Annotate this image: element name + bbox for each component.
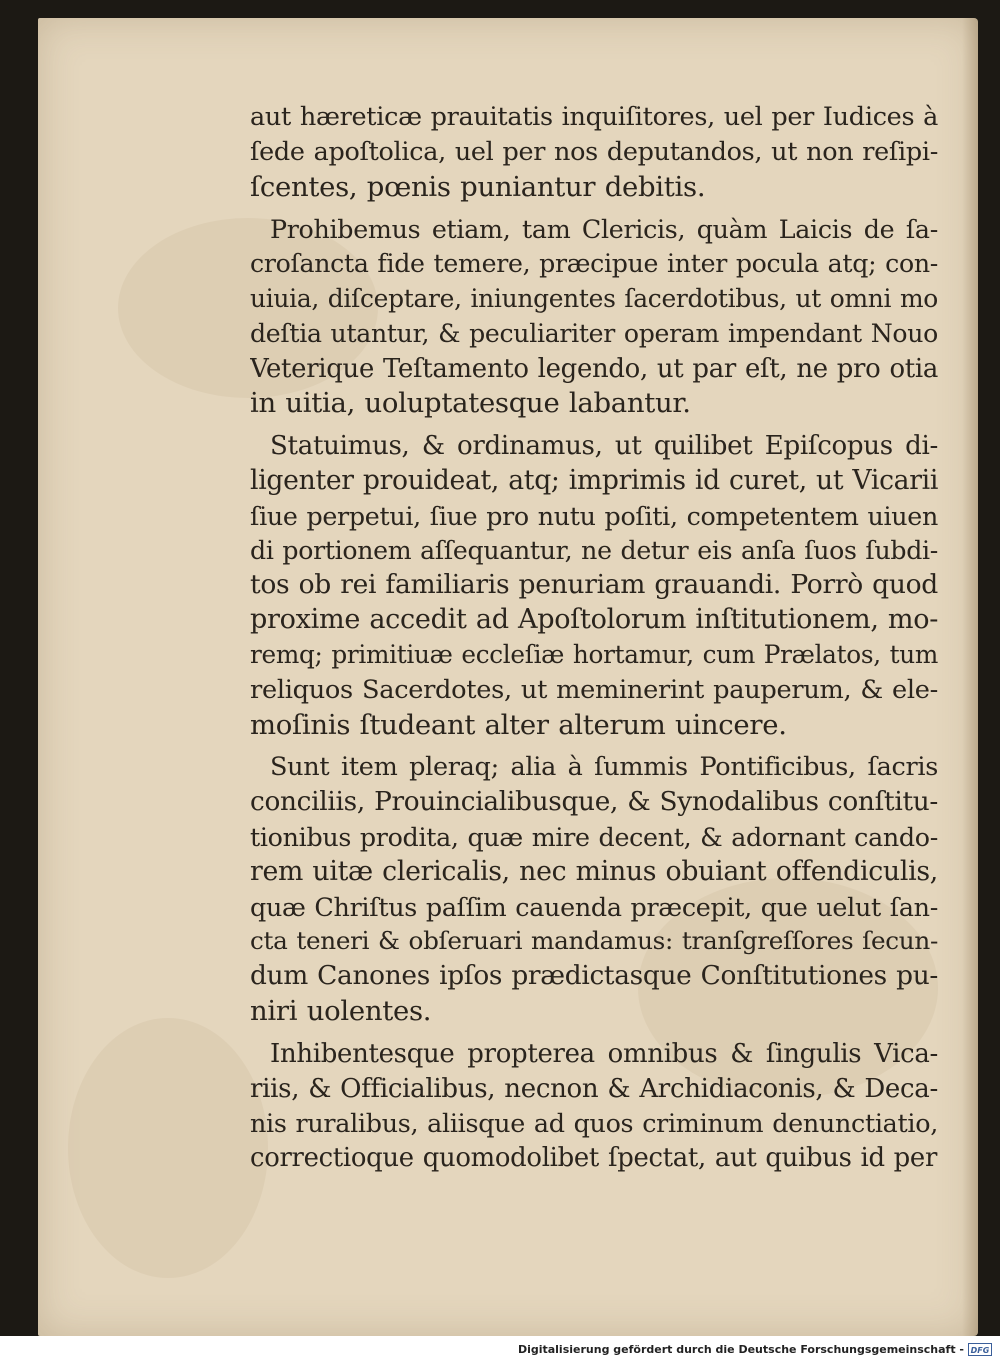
- paragraph: [250, 212, 938, 421]
- text-line: moſinis ſtudeant alter alterum uincere.: [250, 708, 787, 741]
- text-line: dum Canones ipſos prædictasque Conſtitutiones pu-: [250, 961, 938, 992]
- text-line: di portionem aſſequantur, ne detur eis anſa ſuos ſubdi-: [250, 535, 938, 565]
- text-line: Prohibemus etiam, tam Clericis, quàm Laicis de ſa-: [270, 214, 938, 245]
- text-line: tionibus prodita, quæ mire decent, & adornant cando-: [250, 821, 938, 852]
- text-line: correctioque quomodolibet ſpectat, aut quibus id per: [250, 1143, 938, 1174]
- text-line: Statuimus, & ordinamus, ut quilibet Epiſcopus di-: [270, 431, 938, 462]
- text-line: conciliis, Prouincialibusque, & Synodalibus conſtitu-: [250, 787, 938, 818]
- digitization-footer: [0, 1336, 1000, 1361]
- paragraph: [250, 1037, 938, 1176]
- text-line: tos ob rei familiaris penuriam grauandi. Porrò quod: [250, 569, 938, 601]
- text-line: uiuia, diſceptare, iniungentes ſacerdotibus, ut omni mo: [250, 283, 938, 313]
- text-line: nis ruralibus, aliisque ad quos criminum denunctiatio,: [250, 1108, 938, 1139]
- text-line: cta teneri & obſeruari mandamus: tranſgreſſores ſecun-: [250, 926, 938, 956]
- text-line: Sunt item pleraq; alia à ſummis Pontificibus, ſacris: [270, 752, 938, 783]
- dfg-logo: DFG: [968, 1343, 992, 1356]
- text-line: quæ Chriſtus paſſim cauenda præcepit, que uelut ſan-: [250, 891, 938, 922]
- text-line: ligenter prouideat, atq; imprimis id curet, ut Vicarii: [250, 464, 938, 496]
- paper-stain: [68, 1018, 268, 1278]
- document-text: [250, 100, 938, 1180]
- text-line: remq; primitiuæ eccleſiæ hortamur, cum Prælatos, tum: [250, 639, 938, 669]
- text-line: croſancta fide temere, præcipue inter pocula atq; con-: [250, 249, 938, 279]
- document-page: [38, 18, 978, 1336]
- text-line: rem uitæ clericalis, nec minus obuiant offendiculis,: [250, 855, 938, 887]
- text-line: aut hæreticæ prauitatis inquiſitores, uel per Iudices à: [250, 102, 938, 132]
- text-line: ſiue perpetui, ſiue pro nutu poſiti, competentem uiuen: [250, 500, 938, 531]
- paragraph: [250, 429, 938, 742]
- text-line: ſede apoſtolica, uel per nos deputandos, ut non reſipi-: [250, 136, 938, 167]
- text-line: proxime accedit ad Apoſtolorum inſtitutionem, mo-: [250, 604, 938, 636]
- page-gutter-shadow: [962, 18, 978, 1336]
- text-line: Veterique Teſtamento legendo, ut par eſt, ne pro otia: [250, 353, 938, 384]
- text-line: deſtia utantur, & peculiariter operam impendant Nouo: [250, 318, 938, 348]
- text-line: riis, & Officialibus, necnon & Archidiaconis, & Deca-: [250, 1073, 938, 1104]
- funding-credit: Digitalisierung gefördert durch die Deutsche Forschungsgemeinschaft -: [517, 1343, 964, 1356]
- paragraph: [250, 750, 938, 1028]
- text-line: niri uolentes.: [250, 994, 432, 1027]
- text-line: in uitia, uoluptatesque labantur.: [250, 387, 691, 420]
- text-line: ſcentes, pœnis puniantur debitis.: [250, 170, 706, 203]
- paragraph: [250, 100, 938, 204]
- text-line: reliquos Sacerdotes, ut meminerint pauperum, & ele-: [250, 674, 938, 705]
- text-line: Inhibentesque propterea omnibus & ſingulis Vica-: [270, 1038, 938, 1069]
